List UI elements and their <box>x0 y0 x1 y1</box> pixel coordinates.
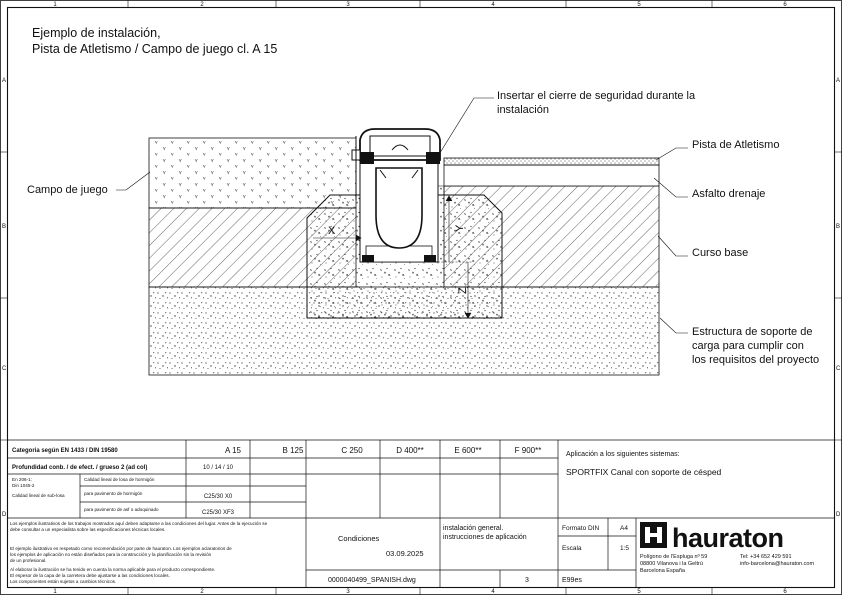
label-asfalto: Asfalto drenaje <box>692 188 766 200</box>
label-curso: Curso base <box>692 247 749 259</box>
spec-table-grid <box>8 440 835 587</box>
formato-label: Formato DIN <box>562 525 600 532</box>
description-line1: instalación general. <box>443 525 504 532</box>
note-line: Los componentes están sujetos a cambios técnicos. <box>10 579 117 584</box>
file-name: 0000040499_SPANISH.dwg <box>328 577 416 584</box>
cross-section <box>149 129 659 375</box>
note-line: El espesor de la capa de la carretera debe ajustarse a las condiciones locales. <box>10 573 170 578</box>
col-marker: 3 <box>346 589 350 595</box>
col-marker: 2 <box>200 2 204 8</box>
spec-table <box>12 446 722 516</box>
class-f900: F 900** <box>514 446 542 455</box>
title-block <box>328 522 814 584</box>
note-line: El ejemplo ilustrativo es respetado como recomendación por parte de hauraton. Los ejemplos aclaratorios de <box>10 546 232 551</box>
note-line: debe consultar a un especialista sobre las especificaciones técnicas locales. <box>10 527 166 532</box>
phone: Tel: +34 652 429 591 <box>740 554 792 560</box>
escala-label: Escala <box>562 545 582 552</box>
note-line: Los ejemplos ilustrativos de los trabajos mostrados aquí deben adaptarse a las condiciones del lugar. Antes de la ejecución se <box>10 521 268 526</box>
concrete-value-2: C25/30 XF3 <box>201 510 235 516</box>
note-line: Al elaborar la ilustración se ha tenido en cuenta la norma aplicable para el producto correspondiente. <box>10 567 216 572</box>
drawing-title-line1: Ejemplo de instalación, <box>32 26 161 40</box>
drawing-title-line2: Pista de Atletismo / Campo de juego cl. A 15 <box>32 42 278 56</box>
dimension-y-label: Y <box>454 224 466 232</box>
escala-value: 1:5 <box>620 545 630 552</box>
drawing-code: E99es <box>562 577 582 584</box>
label-estructura-line2: carga para cumplir con <box>692 340 804 352</box>
table-subslab-label: Calidad lineal de sub-losa <box>12 493 65 498</box>
table-norm-label-a: En 206-1: <box>12 477 32 482</box>
table-concrete-pav-label: para pavimento de hormigón <box>84 491 143 496</box>
col-marker: 6 <box>783 589 787 595</box>
class-b125: B 125 <box>282 446 304 455</box>
hauraton-logo-icon <box>640 522 667 548</box>
page-number: 3 <box>525 577 529 584</box>
concrete-value-1: C25/30 X0 <box>203 494 233 500</box>
row-marker: C <box>2 366 7 372</box>
asphalt-layer <box>444 165 659 186</box>
class-c250: C 250 <box>341 446 363 455</box>
row-marker: B <box>836 224 841 230</box>
applies-value: SPORTFIX Canal con soporte de césped <box>566 467 722 477</box>
row-marker: D <box>836 512 841 518</box>
channel-inner <box>376 168 422 248</box>
row-marker: D <box>2 512 7 518</box>
class-a15: A 15 <box>224 446 242 455</box>
address-line2: 08800 Vilanova i la Geltrú <box>640 561 703 567</box>
row-marker: A <box>836 78 841 84</box>
notes <box>10 521 268 584</box>
email: info-barcelona@hauraton.com <box>740 561 815 567</box>
col-marker: 1 <box>53 2 57 8</box>
brand-name: hauraton <box>672 523 784 553</box>
col-marker: 6 <box>783 2 787 8</box>
table-depth-label: Profundidad conb. / de efect. / grueso 2 (ad col) <box>12 465 148 471</box>
depth-value: 10 / 14 / 10 <box>202 465 234 471</box>
formato-value: A4 <box>620 525 628 532</box>
table-asphalt-pav-label: para pavimento de asf o adoquinado <box>84 507 159 512</box>
row-marker: C <box>836 366 841 372</box>
table-slab-label: Calidad lineal de losa de hormigón <box>84 477 155 482</box>
label-insert-line1: Insertar el cierre de seguridad durante la <box>497 90 696 102</box>
label-insert-line2: instalación <box>497 104 549 116</box>
note-line: de un profesional. <box>10 558 47 563</box>
track-surface <box>444 158 659 165</box>
date-value: 03.09.2025 <box>386 549 424 558</box>
dimension-x-label: X <box>328 225 336 237</box>
table-category-label: Categoria según EN 1433 / DIN 19580 <box>12 448 118 454</box>
label-estructura-line1: Estructura de soporte de <box>692 326 813 338</box>
description-line2: instrucciones de aplicación <box>443 534 527 541</box>
row-marker: A <box>2 78 7 84</box>
col-marker: 3 <box>346 2 350 8</box>
dimension-z-label: Z <box>457 287 469 294</box>
class-d400: D 400** <box>396 446 424 455</box>
col-marker: 4 <box>491 2 495 8</box>
col-marker: 1 <box>53 589 57 595</box>
col-marker: 5 <box>637 2 641 8</box>
condiciones-label: Condiciones <box>338 534 380 543</box>
note-line: los ejemplos de aplicación no están diseñados para la construcción y la planificación sin la revisión <box>10 552 212 557</box>
table-norm-label-b: Din 1045-2 <box>12 483 35 488</box>
label-campo: Campo de juego <box>27 184 108 196</box>
col-marker: 5 <box>637 589 641 595</box>
address-line1: Polígono de l'Espluga nº 59 <box>640 554 708 560</box>
address-line3: Barcelona España <box>640 568 685 574</box>
turf-layer <box>149 138 356 208</box>
label-pista: Pista de Atletismo <box>692 139 780 151</box>
row-marker: B <box>2 224 7 230</box>
class-e600: E 600** <box>454 446 482 455</box>
applies-title: Aplicación a los siguientes sistemas: <box>566 451 680 458</box>
col-marker: 2 <box>200 589 204 595</box>
col-marker: 4 <box>491 589 495 595</box>
label-estructura-line3: los requisitos del proyecto <box>692 354 820 366</box>
